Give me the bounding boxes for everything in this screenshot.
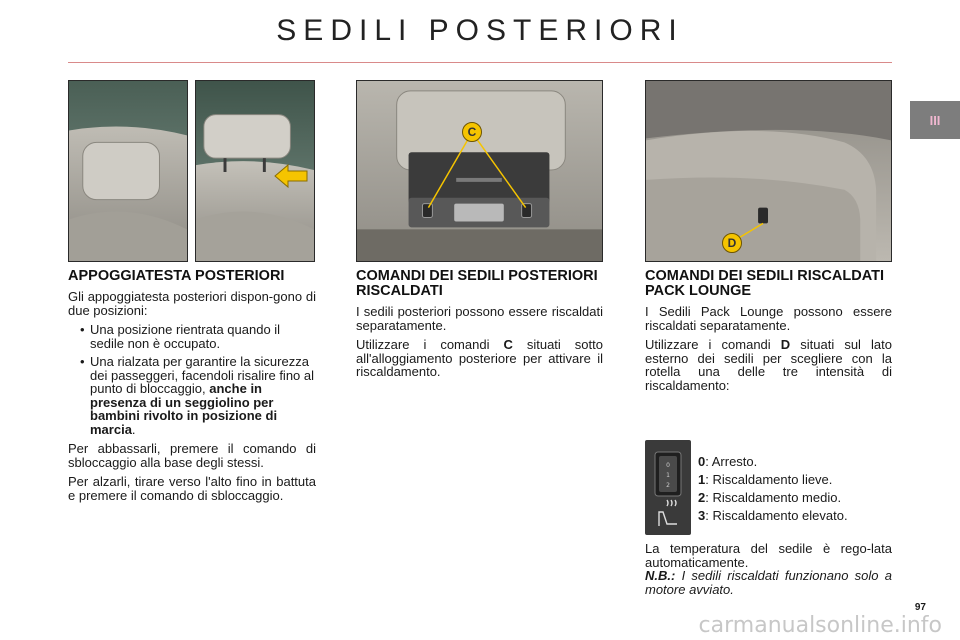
heat-dial-figure bbox=[645, 440, 691, 535]
page-title: SEDILI POSTERIORI bbox=[276, 14, 684, 47]
section-heated-seats bbox=[356, 269, 603, 385]
arrow-icon bbox=[274, 163, 308, 189]
title-divider bbox=[68, 62, 892, 63]
list-item: 1: Riscaldamento lieve. bbox=[698, 472, 833, 487]
list-item: • Una rialzata per garantire la sicurezza dei passeggeri, facendoli risalire fino al punto di bloccaggio, anche in presenza di un seggiolino per bambini rivolto in posizione di marcia. bbox=[80, 354, 315, 437]
section-lounge-seats bbox=[645, 269, 892, 398]
callout-c: C bbox=[462, 122, 482, 142]
list-item: • Una posizione rientrata quando il sedile non è occupato. bbox=[80, 322, 281, 351]
temp-text: La temperatura del sedile è rego-lata automaticamente. bbox=[645, 541, 892, 570]
svg-text:1: 1 bbox=[666, 472, 670, 479]
heat-levels-list bbox=[698, 454, 848, 526]
callout-d: D bbox=[722, 233, 742, 253]
lounge-p2: Utilizzare i comandi D situati sul lato esterno dei sedili per scegliere con la rotella una delle tre intensità di riscaldamento: bbox=[645, 337, 892, 393]
nb-text: N.B.: I sedili riscaldati funzionano solo a motore avviato. bbox=[645, 568, 892, 597]
headrests-positions-list bbox=[68, 323, 316, 436]
heated-p1: I sedili posteriori possono essere riscaldati separatamente. bbox=[356, 304, 603, 333]
photo-lounge-seat bbox=[645, 80, 892, 262]
photo-headrest-lowered bbox=[68, 80, 188, 262]
chapter-tab[interactable]: III bbox=[910, 101, 960, 139]
section-headrests bbox=[68, 269, 316, 508]
watermark: carmanualsonline.info bbox=[698, 613, 942, 638]
lounge-note bbox=[645, 542, 892, 596]
list-item: 2: Riscaldamento medio. bbox=[698, 490, 842, 505]
list-item: 3: Riscaldamento elevato. bbox=[698, 508, 848, 523]
photo-rear-console bbox=[356, 80, 603, 262]
list-item: 0: Arresto. bbox=[698, 454, 758, 469]
lounge-p1: I Sedili Pack Lounge possono essere riscaldati separatamente. bbox=[645, 304, 892, 333]
headrests-raise-text: Per alzarli, tirare verso l'alto fino in battuta e premere il comando di sbloccaggio. bbox=[68, 474, 316, 503]
heated-heading: COMANDI DEI SEDILI POSTERIORI RISCALDATI bbox=[356, 268, 598, 299]
headrests-intro: Gli appoggiatesta posteriori dispon-gono di due posizioni: bbox=[68, 289, 316, 318]
lounge-heading: COMANDI DEI SEDILI RISCALDATI PACK LOUNGE bbox=[645, 268, 884, 299]
heated-p2: Utilizzare i comandi C situati sotto all'alloggiamento posteriore per attivare il riscaldamento. bbox=[356, 337, 603, 379]
seat-heat-icon bbox=[659, 500, 677, 526]
headrests-heading: APPOGGIATESTA POSTERIORI bbox=[68, 268, 285, 284]
svg-text:2: 2 bbox=[666, 482, 670, 489]
svg-text:0: 0 bbox=[666, 462, 670, 469]
headrests-lower-text: Per abbassarli, premere il comando di sbloccaggio alla base degli stessi. bbox=[68, 441, 316, 470]
page-number: 97 bbox=[914, 602, 926, 613]
